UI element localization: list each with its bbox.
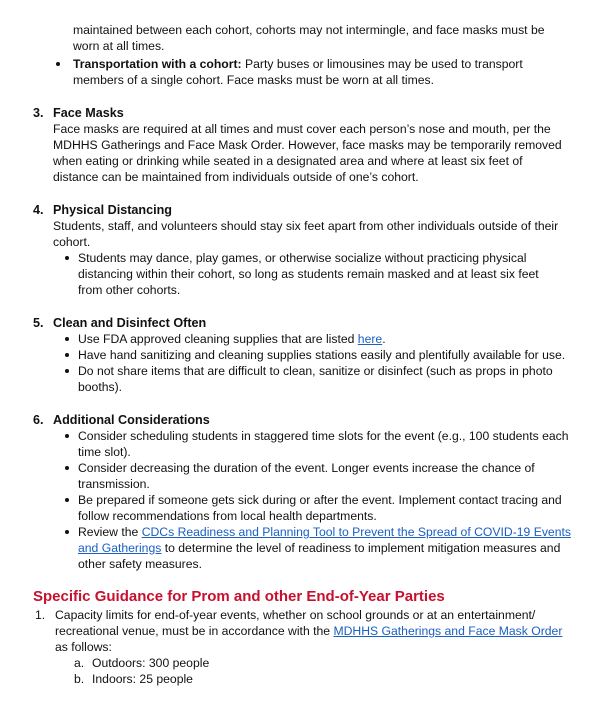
section-title-clean-disinfect: Clean and Disinfect Often xyxy=(53,316,207,330)
paragraph-line: cohort. xyxy=(53,235,91,249)
cohort-text: maintained between each cohort, cohorts may not intermingle, and face masks must be xyxy=(73,23,545,37)
section-title-additional: Additional Considerations xyxy=(53,413,210,427)
list-letter: a. xyxy=(74,656,85,670)
bullet-line xyxy=(78,524,571,540)
bullet-icon xyxy=(65,256,69,260)
mdhhs-order-link[interactable]: MDHHS Gatherings and Face Mask Order xyxy=(333,624,563,638)
transport-item xyxy=(73,56,523,72)
bullet-icon xyxy=(56,62,60,66)
cdc-readiness-link[interactable]: CDCs Readiness and Planning Tool to Prevent the Spread of COVID-19 Events xyxy=(141,525,571,539)
paragraph-text: recreational venue, must be in accordance with the xyxy=(55,624,334,638)
paragraph-line: Capacity limits for end-of-year events, whether on school grounds or at an entertainment/ xyxy=(55,608,536,622)
paragraph-line xyxy=(55,623,562,639)
bullet-line: Consider scheduling students in staggered time slots for the event (e.g., 100 students each xyxy=(78,429,569,443)
section-number: 4. xyxy=(33,203,44,217)
bullet-icon xyxy=(65,434,69,438)
bullet-icon xyxy=(65,498,69,502)
bullet-line: distancing within their cohort, so long as students remain masked and at least six feet xyxy=(78,267,539,281)
paragraph-line: Students, staff, and volunteers should stay six feet apart from other individuals outside of their xyxy=(53,219,559,233)
section-title-physical-distancing: Physical Distancing xyxy=(53,203,172,217)
paragraph-line: distance can be maintained from individuals outside of one’s cohort. xyxy=(53,170,419,184)
section-number: 5. xyxy=(33,316,44,330)
bullet-line: Students may dance, play games, or otherwise socialize without practicing physical xyxy=(78,251,527,265)
bullet-text: Use FDA approved cleaning supplies that are listed xyxy=(78,332,358,346)
transport-label: Transportation with a cohort: xyxy=(73,57,242,71)
bullet-line: from other cohorts. xyxy=(78,283,181,297)
list-number: 1. xyxy=(35,608,46,622)
bullet-icon xyxy=(65,353,69,357)
here-link[interactable]: here xyxy=(357,332,383,346)
indoor-capacity: Indoors: 25 people xyxy=(92,672,193,686)
bullet-icon xyxy=(65,337,69,341)
outdoor-capacity: Outdoors: 300 people xyxy=(92,656,210,670)
bullet-line: Be prepared if someone gets sick during or after the event. Implement contact tracing and xyxy=(78,493,562,507)
transport-text: members of a single cohort. Face masks must be worn at all times. xyxy=(73,73,435,87)
bullet-icon xyxy=(65,466,69,470)
paragraph-line: MDHHS Gatherings and Face Mask Order. However, face masks may be temporarily removed xyxy=(53,138,562,152)
bullet-line: other safety measures. xyxy=(78,557,202,571)
bullet-line xyxy=(78,331,386,347)
section-number: 3. xyxy=(33,106,44,120)
paragraph-line: Face masks are required at all times and must cover each person’s nose and mouth, per the xyxy=(53,122,551,136)
bullet-text: Review the xyxy=(78,525,142,539)
prom-heading: Specific Guidance for Prom and other End-of-Year Parties xyxy=(33,588,445,605)
bullet-icon xyxy=(65,530,69,534)
bullet-icon xyxy=(65,369,69,373)
bullet-text: to determine the level of readiness to implement mitigation measures and xyxy=(161,541,561,555)
bullet-line: Consider decreasing the duration of the event. Longer events increase the chance of xyxy=(78,461,535,475)
cohort-text: worn at all times. xyxy=(73,39,165,53)
bullet-line: booths). xyxy=(78,380,123,394)
section-title-face-masks: Face Masks xyxy=(53,106,124,120)
bullet-line xyxy=(78,540,560,556)
paragraph-line: when eating or drinking while seated in a designated area and where at least six feet of xyxy=(53,154,523,168)
section-number: 6. xyxy=(33,413,44,427)
bullet-line: time slot). xyxy=(78,445,131,459)
bullet-line: Have hand sanitizing and cleaning supplies stations easily and plentifully available for use. xyxy=(78,348,566,362)
bullet-line: Do not share items that are difficult to clean, sanitize or disinfect (such as props in photo xyxy=(78,364,553,378)
bullet-line: transmission. xyxy=(78,477,150,491)
transport-text: Party buses or limousines may be used to transport xyxy=(241,57,523,71)
list-letter: b. xyxy=(74,672,85,686)
paragraph-line: as follows: xyxy=(55,640,112,654)
cdc-readiness-link[interactable]: and Gatherings xyxy=(78,541,162,555)
bullet-line: follow recommendations from local health departments. xyxy=(78,509,377,523)
bullet-text: . xyxy=(382,332,386,346)
